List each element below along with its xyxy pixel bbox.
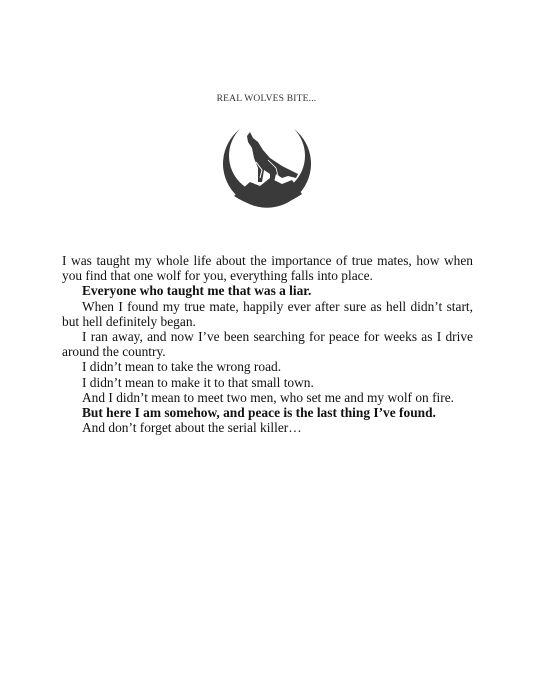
- paragraph: I ran away, and now I’ve been searching for peace for weeks as I drive around the country.: [62, 329, 473, 360]
- paragraph-bold: But here I am somehow, and peace is the last thing I’ve found.: [82, 405, 436, 421]
- paragraph: I was taught my whole life about the importance of true mates, how when you find that one wolf for you, everything falls into place.: [62, 253, 473, 284]
- paragraph: And don’t forget about the serial killer…: [82, 420, 302, 436]
- paragraph: And I didn’t mean to meet two men, who set me and my wolf on fire.: [82, 389, 455, 405]
- paragraph-bold: Everyone who taught me that was a liar.: [82, 283, 312, 299]
- blurb-text: [62, 253, 473, 435]
- paragraph: I didn’t mean to make it to that small town.: [82, 374, 314, 390]
- paragraph: When I found my true mate, happily ever after sure as hell didn’t start, but hell definitely began.: [62, 298, 473, 329]
- howling-wolf-crescent-moon-icon: [220, 126, 314, 216]
- running-title: REAL WOLVES BITE...: [216, 94, 317, 104]
- paragraph: I didn’t mean to take the wrong road.: [82, 359, 282, 375]
